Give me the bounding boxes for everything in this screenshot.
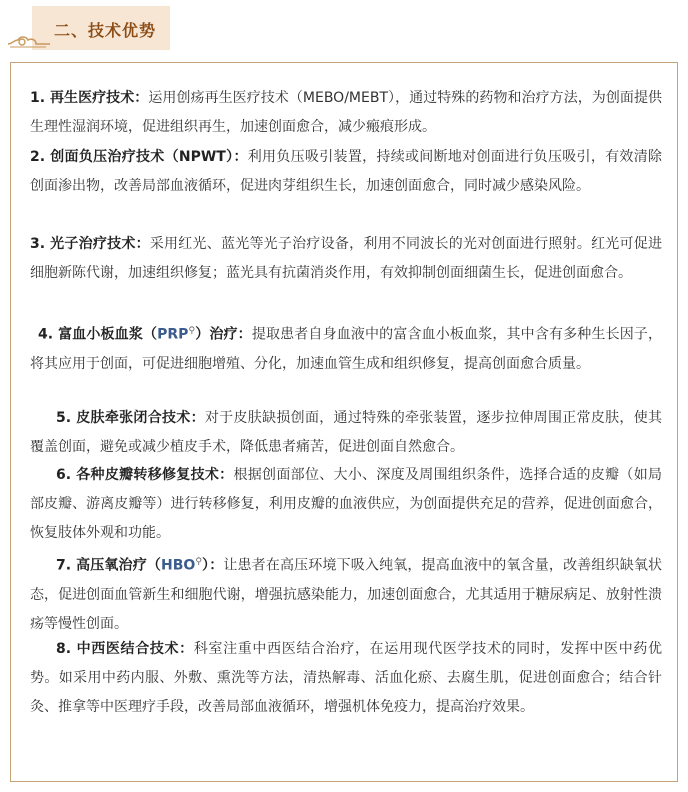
item-body: 利用负压吸引装置，持续或间断地对创面进行负压吸引，有效清除创面渗出物，改善局部血液循环，促进肉芽组织生长，加速创面愈合，同时减少感染风险。 xyxy=(30,149,663,194)
item-title: 8. 中西医结合技术： xyxy=(56,641,194,657)
item-photon-therapy xyxy=(30,230,662,288)
item-body: 提取患者自身血液中的富含血小板血浆，其中含有多种生长因子，将其应用于创面，可促进细胞增殖、分化，加速血管生成和组织修复，提高创面愈合质量。 xyxy=(30,326,663,372)
item-body: 让患者在高压环境下吸入纯氧，提高血液中的氧含量，改善组织缺氧状态，促进创面血管新生和细胞代谢，增强抗感染能力，加速创面愈合，尤其适用于糖尿病足、放射性溃疡等慢性创面。 xyxy=(30,557,663,632)
item-body: 根据创面部位、大小、深度及周围组织条件，选择合适的皮瓣（如局部皮瓣、游离皮瓣等）进行转移修复，利用皮瓣的血液供应，为创面提供充足的营养，促进创面愈合，恢复肢体外观和功能。 xyxy=(30,467,662,541)
cloud-ornament-icon xyxy=(6,30,52,50)
item-title: 1. 再生医疗技术： xyxy=(30,90,149,106)
item-body: 运用创疡再生医疗技术（MEBO/MEBT），通过特殊的药物和治疗方法，为创面提供生理性湿润环境，促进组织再生，加速创面愈合，减少瘢痕形成。 xyxy=(30,90,662,135)
item-title-highlight: HBO xyxy=(161,557,196,574)
search-icon: ⚲ xyxy=(188,326,196,336)
item-body: 科室注重中西医结合治疗，在运用现代医学技术的同时，发挥中医中药优势。如采用中药内服、外敷、熏洗等方法，清热解毒、活血化瘀、去腐生肌，促进创面愈合；结合针灸、推拿等中医理疗手段，改善局部血液循环，增强机体免疫力，提高治疗效果。 xyxy=(30,641,663,715)
item-hbo xyxy=(30,548,662,639)
item-body: 采用红光、蓝光等光子治疗设备，利用不同波长的光对创面进行照射。红光可促进细胞新陈代谢，加速组织修复；蓝光具有抗菌消炎作用，有效抑制创面细菌生长，促进创面愈合。 xyxy=(30,236,663,281)
item-title-post: ）治疗： xyxy=(195,326,252,343)
item-title-post: ）： xyxy=(201,557,224,574)
item-title-highlight: PRP xyxy=(157,326,189,343)
item-title-pre: 4. 富血小板血浆（ xyxy=(38,326,158,343)
item-skin-stretch xyxy=(30,404,662,462)
item-title: 3. 光子治疗技术： xyxy=(30,236,150,252)
item-tcm-integration xyxy=(30,635,662,722)
item-title: 5. 皮肤牵张闭合技术： xyxy=(56,410,205,426)
item-prp xyxy=(30,317,662,379)
section-title: 二、技术优势 xyxy=(54,21,157,40)
content-frame xyxy=(10,62,678,782)
search-icon: ⚲ xyxy=(195,557,202,567)
item-title: 6. 各种皮瓣转移修复技术： xyxy=(56,467,234,483)
item-npwt xyxy=(30,143,662,201)
item-flap-transfer xyxy=(30,461,662,548)
item-regenerative-medicine xyxy=(30,84,662,142)
section-header xyxy=(32,6,170,50)
item-body: 对于皮肤缺损创面，通过特殊的牵张装置，逐步拉伸周围正常皮肤，使其覆盖创面，避免或减少植皮手术，降低患者痛苦，促进创面自然愈合。 xyxy=(30,410,663,455)
item-title-pre: 7. 高压氧治疗（ xyxy=(56,557,162,574)
item-title: 2. 创面负压治疗技术（NPWT）： xyxy=(30,149,248,165)
